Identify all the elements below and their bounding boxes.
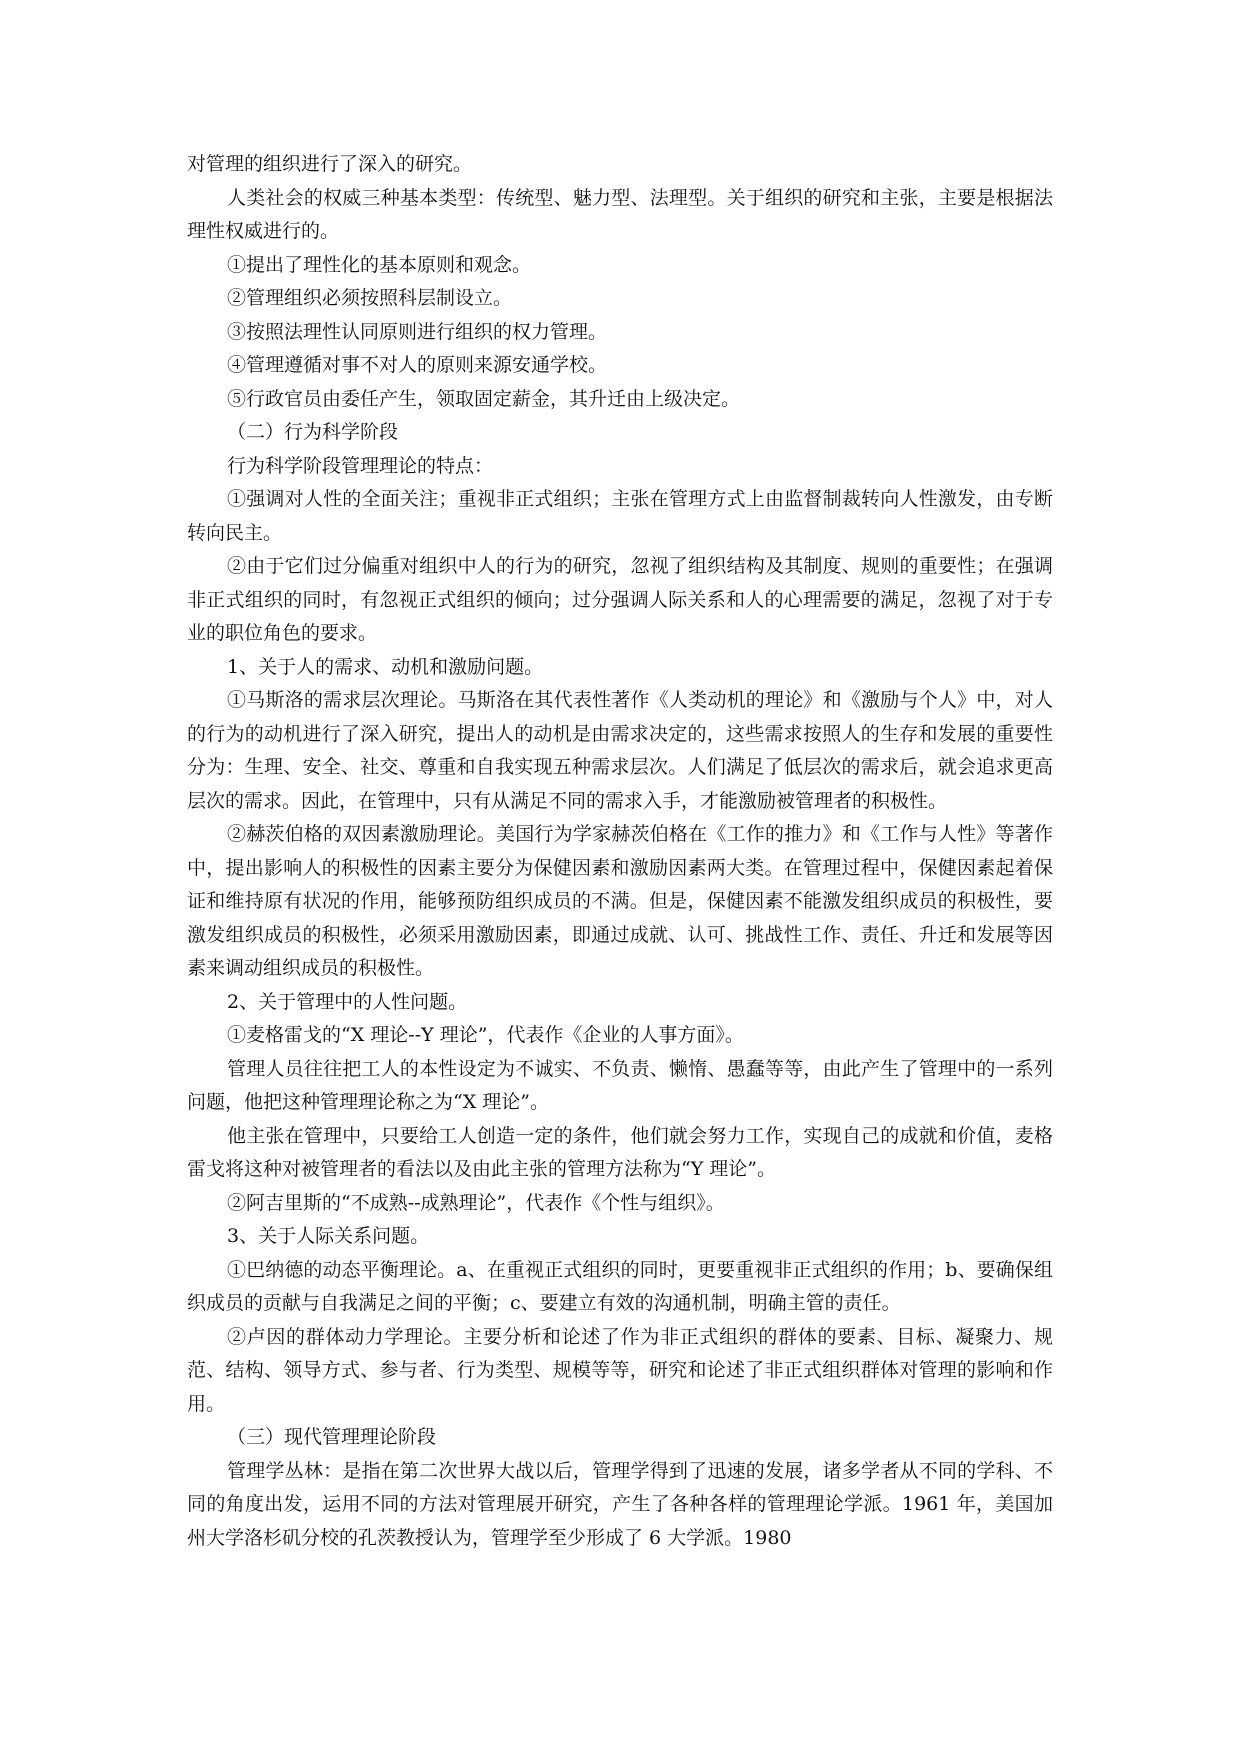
paragraph: 管理人员往往把工人的本性设定为不诚实、不负责、懒惰、愚蠢等等，由此产生了管理中的一系列问题，他把这种管理理论称之为“X 理论”。 — [187, 1057, 1053, 1113]
list-item: ①巴纳德的动态平衡理论。a、在重视正式组织的同时，更要重视非正式组织的作用；b、要确保组织成员的贡献与自我满足之间的平衡；c、要建立有效的沟通机制，明确主管的责任。 — [187, 1258, 1053, 1314]
list-item: ①马斯洛的需求层次理论。马斯洛在其代表性著作《人类动机的理论》和《激励与个人》中，对人的行为的动机进行了深入研究，提出人的动机是由需求决定的，这些需求按照人的生存和发展的重要性分为：生理、安全、社交、尊重和自我实现五种需求层次。人们满足了低层次的需求后，就会追求更高层次的需求。因此，在管理中，只有从满足不同的需求入手，才能激励被管理者的积极性。 — [187, 689, 1053, 812]
paragraph: 行为科学阶段管理理论的特点： — [227, 454, 494, 477]
paragraph: 对管理的组织进行了深入的研究。 — [187, 153, 473, 175]
section-heading: （三）现代管理理论阶段 — [227, 1426, 437, 1448]
list-item: ②卢因的群体动力学理论。主要分析和论述了作为非正式组织的群体的要素、目标、凝聚力、规范、结构、领导方式、参与者、行为类型、规模等等，研究和论述了非正式组织群体对管理的影响和作用。 — [187, 1325, 1053, 1415]
list-item: ①麦格雷戈的“X 理论--Y 理论”，代表作《企业的人事方面》。 — [227, 1024, 744, 1046]
list-item: ①强调对人性的全面关注；重视非正式组织；主张在管理方式上由监督制裁转向人性激发，由专断转向民主。 — [187, 488, 1053, 544]
list-item: ①提出了理性化的基本原则和观念。 — [227, 253, 532, 276]
paragraph: 人类社会的权威三种基本类型：传统型、魅力型、法理型。关于组织的研究和主张，主要是根据法理性权威进行的。 — [187, 186, 1053, 242]
subsection-heading: 2、关于管理中的人性问题。 — [227, 990, 468, 1013]
list-item: ⑤行政官员由委任产生，领取固定薪金，其升迁由上级决定。 — [227, 387, 741, 410]
paragraph: 管理学丛林：是指在第二次世界大战以后，管理学得到了迅速的发展，诸多学者从不同的学科、不同的角度出发，运用不同的方法对管理展开研究，产生了各种各样的管理理论学派。1961 年，美国加州大学洛杉矶分校的孔茨教授认为，管理学至少形成了 6 大学派。1980 — [187, 1459, 1053, 1549]
section-heading: （二）行为科学阶段 — [227, 421, 399, 443]
subsection-heading: 1、关于人的需求、动机和激励问题。 — [227, 655, 544, 678]
list-item: ②阿吉里斯的“不成熟--成熟理论”，代表作《个性与组织》。 — [227, 1191, 725, 1214]
list-item: ②赫茨伯格的双因素激励理论。美国行为学家赫茨伯格在《工作的推力》和《工作与人性》等著作中，提出影响人的积极性的因素主要分为保健因素和激励因素两大类。在管理过程中，保健因素起着保证和维持原有状况的作用，能够预防组织成员的不满。但是，保健因素不能激发组织成员的积极性，要激发组织成员的积极性，必须采用激励因素，即通过成就、认可、挑战性工作、责任、升迁和发展等因素来调动组织成员的积极性。 — [187, 823, 1053, 979]
list-item: ④管理遵循对事不对人的原则来源安通学校。 — [227, 354, 608, 376]
document-page — [187, 148, 1053, 1555]
list-item: ②管理组织必须按照科层制设立。 — [227, 287, 513, 309]
subsection-heading: 3、关于人际关系问题。 — [227, 1225, 430, 1247]
paragraph: 他主张在管理中，只要给工人创造一定的条件，他们就会努力工作，实现自己的成就和价值，麦格雷戈将这种对被管理者的看法以及由此主张的管理方法称为“Y 理论”。 — [187, 1124, 1053, 1180]
list-item: ③按照法理性认同原则进行组织的权力管理。 — [227, 320, 608, 343]
list-item: ②由于它们过分偏重对组织中人的行为的研究，忽视了组织结构及其制度、规则的重要性；在强调非正式组织的同时，有忽视正式组织的倾向；过分强调人际关系和人的心理需要的满足，忽视了对于专业的职位角色的要求。 — [187, 555, 1053, 644]
